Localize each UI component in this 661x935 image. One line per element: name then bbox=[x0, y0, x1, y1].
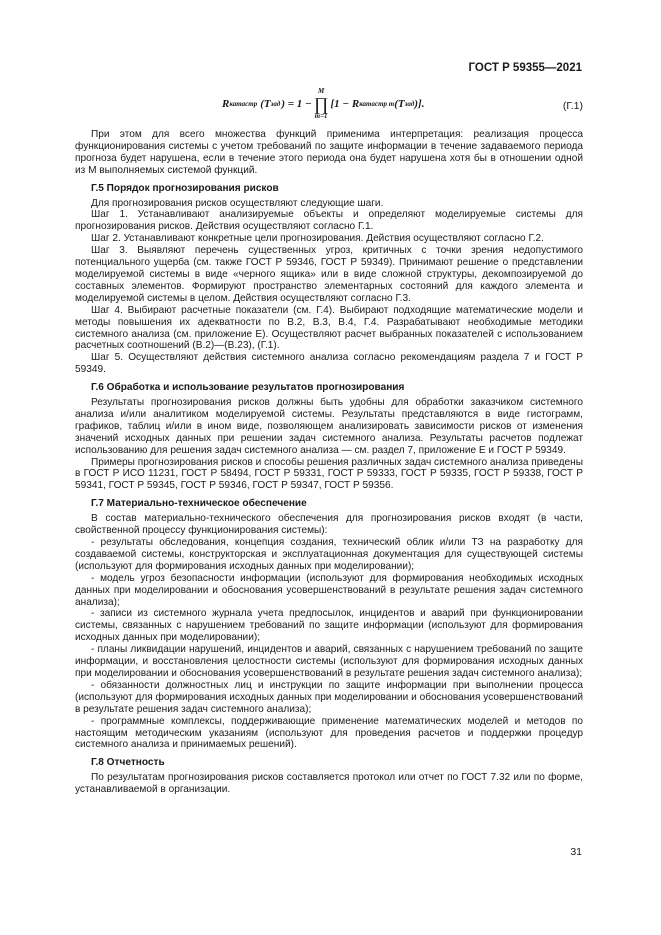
list-item: - записи из системного журнала учета предпосылок, инцидентов и аварий при функционировании системы, связанных с нарушением требований по защите информации (используют для формирования исходных данных при моделировании); bbox=[75, 608, 583, 644]
formula-number: (Г.1) bbox=[562, 100, 583, 112]
product-upper-limit: M bbox=[317, 87, 325, 95]
formula-arg-close: ) = 1 − bbox=[281, 98, 312, 110]
paragraph: Для прогнозирования рисков осуществляют следующие шаги. bbox=[91, 197, 384, 209]
list-item: - обязанности должностных лиц и инструкции по защите информации при выполнении процесса (используют для формирования исходных данных при моделировании и обоснования усовершенствований в результате решения задач системного анализа); bbox=[75, 679, 583, 715]
paragraph-step-5: Шаг 5. Осуществляют действия системного анализа согласно рекомендациям раздела 7 и ГОСТ Р 59349. bbox=[75, 352, 583, 376]
product-symbol: ∏ bbox=[313, 94, 329, 114]
page-number: 31 bbox=[570, 846, 582, 858]
product-lower-limit: m=1 bbox=[314, 112, 328, 120]
formula-arg-sub: зад bbox=[270, 100, 281, 108]
formula-lhs: R bbox=[222, 98, 230, 110]
paragraph-step-2: Шаг 2. Устанавливают конкретные цели прогнозирования. Действия осуществляют согласно Г.2. bbox=[91, 233, 544, 245]
paragraph-intro: При этом для всего множества функций применима интерпретация: реализация процесса функционирования системы с учетом требований по защите информации в течение задаваемого периода прогноза будет нарушена, если в течение этого периода она будет нарушена хотя бы в отношении одной из M выполняемых системой функций. bbox=[75, 129, 583, 176]
section-heading-g7: Г.7 Материально-техническое обеспечение bbox=[91, 498, 307, 510]
product-operator bbox=[314, 88, 329, 120]
paragraph: Примеры прогнозирования рисков и способы решения различных задач системного анализа приведены в ГОСТ Р ИСО 11231, ГОСТ Р 58494, ГОСТ Р 59331, ГОСТ Р 59333, ГОСТ Р 59335, ГОСТ Р 59338, ГОСТ Р 59341, ГОСТ Р 59345, ГОСТ Р 59346, ГОСТ Р 59347, ГОСТ Р 59356. bbox=[75, 456, 583, 492]
formula-rhs-sub: катастр m bbox=[359, 100, 395, 108]
list-item: - планы ликвидации нарушений, инцидентов и аварий, связанных с нарушением требований по защите информации, и восстановления целостности системы (используют для формирования исходных данных при моделировании и обоснования усовершенствований в результате решения задач системного анализа); bbox=[75, 644, 583, 679]
paragraph: В состав материально-технического обеспечения для прогнозирования рисков входят (в части, свойственной процессу функционирования системы): bbox=[75, 513, 583, 537]
formula-rhs-arg-sub: зад bbox=[404, 100, 415, 108]
formula-g1 bbox=[222, 88, 424, 120]
formula-lhs-sub: катастр bbox=[229, 100, 258, 108]
list-item: - программные комплексы, поддерживающие применение математических моделей и методов по настоящим методическим указаниям (используют для проведения расчетов и поддержки процедур системного анализа и принимаемых решений). bbox=[75, 715, 583, 751]
section-heading-g5: Г.5 Порядок прогнозирования рисков bbox=[91, 182, 279, 194]
formula-rhs: [1 − R bbox=[330, 98, 360, 110]
formula-rhs-arg: (T bbox=[394, 98, 405, 110]
paragraph-step-1: Шаг 1. Устанавливают анализируемые объекты и определяют моделируемые системы для прогнозирования рисков. Действия осуществляют согласно Г.1. bbox=[75, 209, 583, 233]
document-body bbox=[75, 129, 583, 796]
section-heading-g8: Г.8 Отчетность bbox=[91, 757, 165, 769]
list-item: - результаты обследования, концепция создания, технический облик и/или ТЗ на разработку для создаваемой системы, конструкторская и эксплуатационная документация для существующей системы (используют для формирования исходных данных при моделировании); bbox=[75, 537, 583, 572]
paragraph: Результаты прогнозирования рисков должны быть удобны для обработки заказчиком системного анализа и/или аналитиком моделируемой системы. Результаты представляются в виде гистограмм, графиков, таблиц и/или в ином виде, позволяющем анализировать зависимости рисков от изменения значений исходных данных при решении задач системного анализа. Результаты расчетов подлежат использованию для решения задач системного анализа — см. раздел 7, приложение Е и ГОСТ Р 59349. bbox=[75, 397, 583, 456]
paragraph: По результатам прогнозирования рисков составляется протокол или отчет по ГОСТ 7.32 или по форме, устанавливаемой в организации. bbox=[75, 772, 583, 796]
section-heading-g6: Г.6 Обработка и использование результатов прогнозирования bbox=[91, 382, 405, 394]
list-item: - модель угроз безопасности информации (используют для формирования необходимых исходных данных при моделировании и обоснования усовершенствований в результате решения задач системного анализа); bbox=[75, 572, 583, 608]
standard-code-header: ГОСТ Р 59355—2021 bbox=[468, 62, 582, 74]
formula-rhs-close: )]. bbox=[414, 98, 425, 110]
formula-arg: (T bbox=[260, 98, 271, 110]
paragraph-step-3: Шаг 3. Выявляют перечень существенных угроз, критичных с точки зрения недопустимого потенциального ущерба (см. также ГОСТ Р 59346, ГОСТ Р 59349). Принимают решение о представлении моделируемой системы в виде «черного ящика» или в виде сложной структуры, декомпозируемой до составных элементов. Формируют пространство элементарных состояний для каждого элемента и моделируемой системы в целом. Действия осуществляют согласно Г.3. bbox=[75, 245, 583, 304]
paragraph-step-4: Шаг 4. Выбирают расчетные показатели (см. Г.4). Выбирают подходящие математические модели и методы повышения их адекватности по В.2, В.3, В.4, Г.4. Разрабатывают необходимые методики системного анализа (см. приложение Е). Осуществляют расчет выбранных показателей с использованием расчетных соотношений (В.2)—(В.23), (Г.1). bbox=[75, 304, 583, 352]
